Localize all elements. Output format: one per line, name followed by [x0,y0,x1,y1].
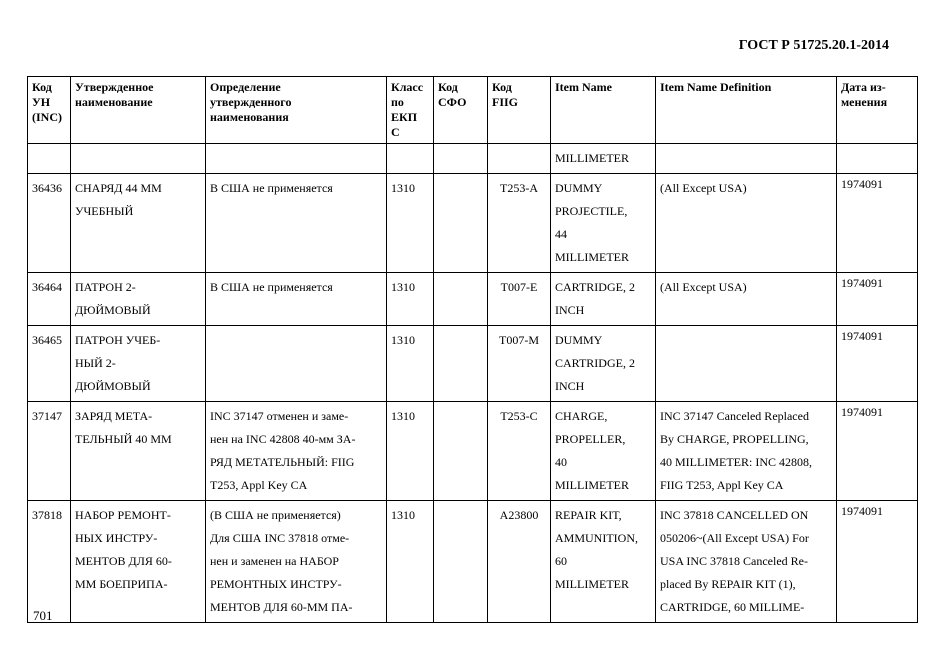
cell-approved-name: ПАТРОН 2- ДЮЙМОВЫЙ [71,273,206,326]
cell-approved-name: СНАРЯД 44 ММ УЧЕБНЫЙ [71,174,206,273]
col-header-inc: Код УН (INC) [28,77,71,144]
cell-definition [206,326,387,402]
col-header-class: Класс по ЕКП С [387,77,434,144]
cell-fiig: T007-M [488,326,551,402]
col-header-item-definition: Item Name Definition [656,77,837,144]
cell-inc: 37147 [28,402,71,501]
cell-item-definition: (All Except USA) [656,174,837,273]
cell-item-name: CARTRIDGE, 2 INCH [551,273,656,326]
cell-approved-name [71,144,206,174]
cell-definition: В США не применяется [206,273,387,326]
document-title: ГОСТ Р 51725.20.1-2014 [738,38,889,53]
table-row [28,174,918,273]
cell-inc [28,144,71,174]
cell-date: 1974091 [837,501,918,623]
cell-fiig: A23800 [488,501,551,623]
cell-approved-name: НАБОР РЕМОНТ- НЫХ ИНСТРУ- МЕНТОВ ДЛЯ 60- ММ БОЕПРИПА- [71,501,206,623]
table-row [28,402,918,501]
classifier-table [27,76,918,623]
cell-date: 1974091 [837,174,918,273]
cell-class: 1310 [387,501,434,623]
table-row [28,326,918,402]
col-header-definition: Определение утвержденного наименования [206,77,387,144]
table-row [28,501,918,623]
col-header-sfo: Код СФО [434,77,488,144]
cell-fiig: T253-C [488,402,551,501]
cell-date: 1974091 [837,273,918,326]
cell-definition: В США не применяется [206,174,387,273]
cell-fiig: T007-E [488,273,551,326]
cell-item-definition [656,144,837,174]
cell-item-definition [656,326,837,402]
table-header-row [28,77,918,144]
cell-class: 1310 [387,273,434,326]
table-row [28,273,918,326]
cell-date: 1974091 [837,402,918,501]
col-header-date: Дата из- менения [837,77,918,144]
col-header-approved-name: Утвержденное наименование [71,77,206,144]
cell-item-name: DUMMY CARTRIDGE, 2 INCH [551,326,656,402]
cell-definition: INC 37147 отменен и заме- нен на INC 42808 40-мм ЗА- РЯД МЕТАТЕЛЬНЫЙ: FIIG T253, Appl Key CA [206,402,387,501]
cell-sfo [434,326,488,402]
cell-item-definition: (All Except USA) [656,273,837,326]
cell-date: 1974091 [837,326,918,402]
cell-inc: 36464 [28,273,71,326]
page-number: 701 [33,608,53,623]
cell-fiig [488,144,551,174]
cell-item-definition: INC 37818 CANCELLED ON 050206~(All Except USA) For USA INC 37818 Canceled Re- placed By REPAIR KIT (1), CARTRIDGE, 60 MILLIME- [656,501,837,623]
cell-class: 1310 [387,402,434,501]
cell-approved-name: ПАТРОН УЧЕБ- НЫЙ 2- ДЮЙМОВЫЙ [71,326,206,402]
cell-inc: 36465 [28,326,71,402]
cell-definition: (В США не применяется) Для США INC 37818 отме- нен и заменен на НАБОР РЕМОНТНЫХ ИНСТРУ- МЕНТОВ ДЛЯ 60-ММ ПА- [206,501,387,623]
cell-inc: 36436 [28,174,71,273]
cell-sfo [434,501,488,623]
cell-date [837,144,918,174]
cell-sfo [434,144,488,174]
col-header-item-name: Item Name [551,77,656,144]
cell-item-name: MILLIMETER [551,144,656,174]
cell-inc: 37818 [28,501,71,623]
cell-class: 1310 [387,174,434,273]
cell-item-definition: INC 37147 Canceled Replaced By CHARGE, PROPELLING, 40 MILLIMETER: INC 42808, FIIG T253, Appl Key CA [656,402,837,501]
cell-item-name: CHARGE, PROPELLER, 40 MILLIMETER [551,402,656,501]
col-header-fiig: Код FIIG [488,77,551,144]
cell-class [387,144,434,174]
cell-sfo [434,174,488,273]
cell-sfo [434,402,488,501]
cell-sfo [434,273,488,326]
cell-class: 1310 [387,326,434,402]
cell-approved-name: ЗАРЯД МЕТА- ТЕЛЬНЫЙ 40 ММ [71,402,206,501]
table-row [28,144,918,174]
cell-item-name: DUMMY PROJECTILE, 44 MILLIMETER [551,174,656,273]
cell-item-name: REPAIR KIT, AMMUNITION, 60 MILLIMETER [551,501,656,623]
cell-definition [206,144,387,174]
cell-fiig: T253-A [488,174,551,273]
